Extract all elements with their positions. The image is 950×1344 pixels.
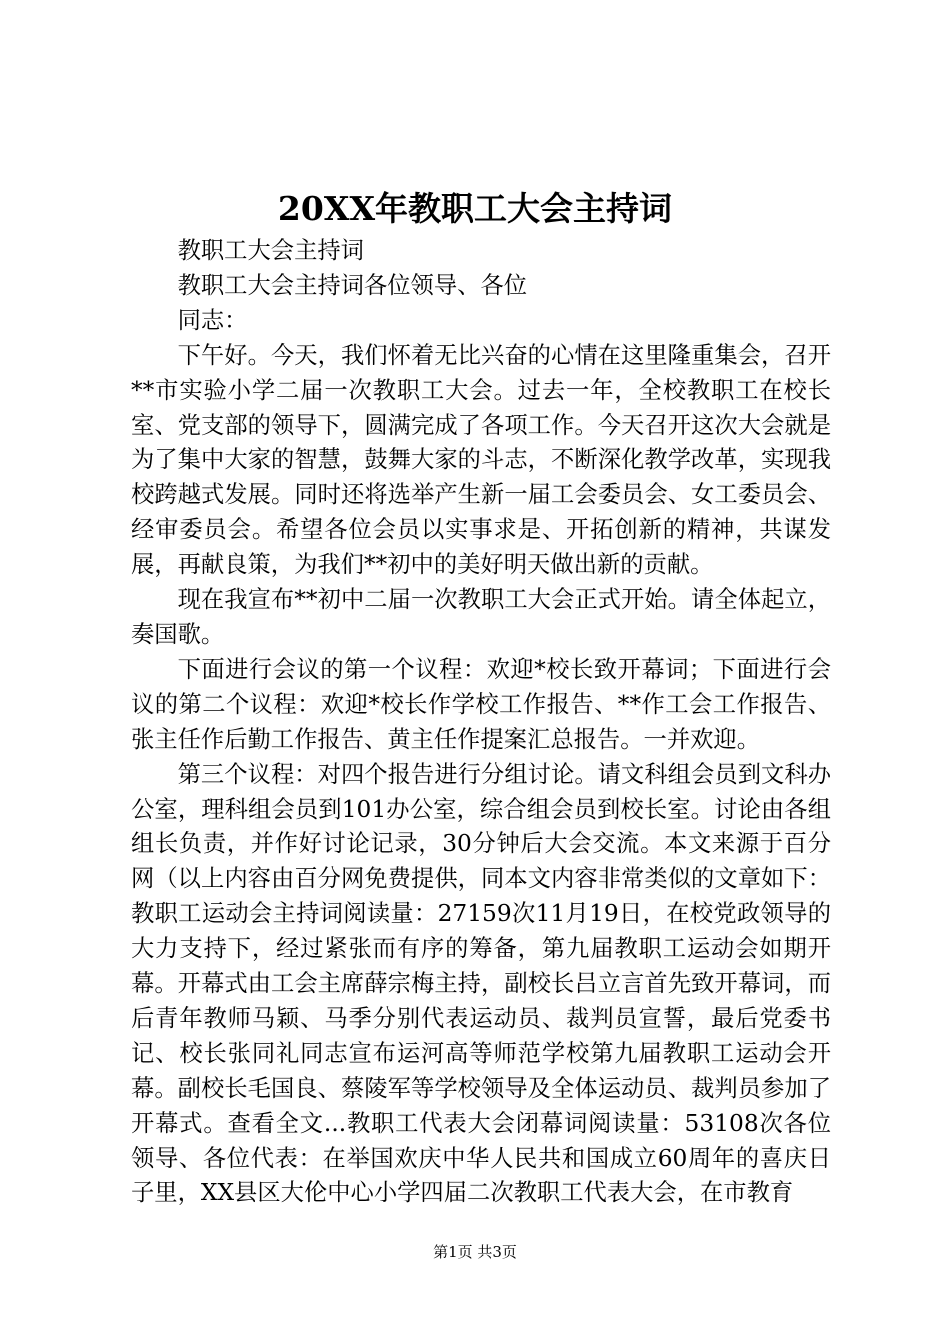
page-footer: 第1页 共3页 xyxy=(433,1243,517,1261)
paragraph-address: 同志： xyxy=(177,306,248,334)
document-title: 20XX年教职工大会主持词 xyxy=(277,189,673,228)
paragraph-heading: 教职工大会主持词 xyxy=(177,237,364,264)
paragraph-greeting: 教职工大会主持词各位领导、各位 xyxy=(177,271,528,299)
document-body xyxy=(131,234,831,1211)
paragraph-opening: 下午好。今天，我们怀着无比兴奋的心情在这里隆重集会，召开**市实验小学二届一次教职工大会。过去一年，全校教职工在校长室、党支部的领导下，圆满完成了各项工作。今天召开这次大会就是为了集中大家的智慧，鼓舞大家的斗志，不断深化教学改革，实现我校跨越式发展。同时还将选举产生新一届工会委员会、女工委员会、经审委员会。希望各位会员以实事求是、开拓创新的精神，共谋发展，再献良策，为我们**初中的美好明天做出新的贡献。 xyxy=(131,341,831,579)
paragraph-announcement: 现在我宣布**初中二届一次教职工大会正式开始。请全体起立，奏国歌。 xyxy=(131,586,831,648)
paragraph-agenda-three: 第三个议程：对四个报告进行分组讨论。请文科组会员到文科办公室，理科组会员到101办公室，综合组会员到校长室。讨论由各组组长负责，并作好讨论记录，30分钟后大会交流。本文来源于百分网（以上内容由百分网免费提供，同本文内容非常类似的文章如下：教职工运动会主持词阅读量：27159次11月19日，在校党政领导的大力支持下，经过紧张而有序的筹备，第九届教职工运动会如期开幕。开幕式由工会主席薛宗梅主持，副校长吕立言首先致开幕词，而后青年教师马颖、马季分别代表运动员、裁判员宣誓，最后党委书记、校长张同礼同志宣布运河高等师范学校第九届教职工运动会开幕。副校长毛国良、蔡陵军等学校领导及全体运动员、裁判员参加了开幕式。查看全文...教职工代表大会闭幕词阅读量：53108次各位领导、各位代表：在举国欢庆中华人民共和国成立60周年的喜庆日子里，XX县区大伦中心小学四届二次教职工代表大会，在市教育 xyxy=(131,760,831,1207)
paragraph-agenda-one-two: 下面进行会议的第一个议程：欢迎*校长致开幕词；下面进行会议的第二个议程：欢迎*校长作学校工作报告、**作工会工作报告、张主任作后勤工作报告、黄主任作提案汇总报告。一并欢迎。 xyxy=(131,655,831,753)
